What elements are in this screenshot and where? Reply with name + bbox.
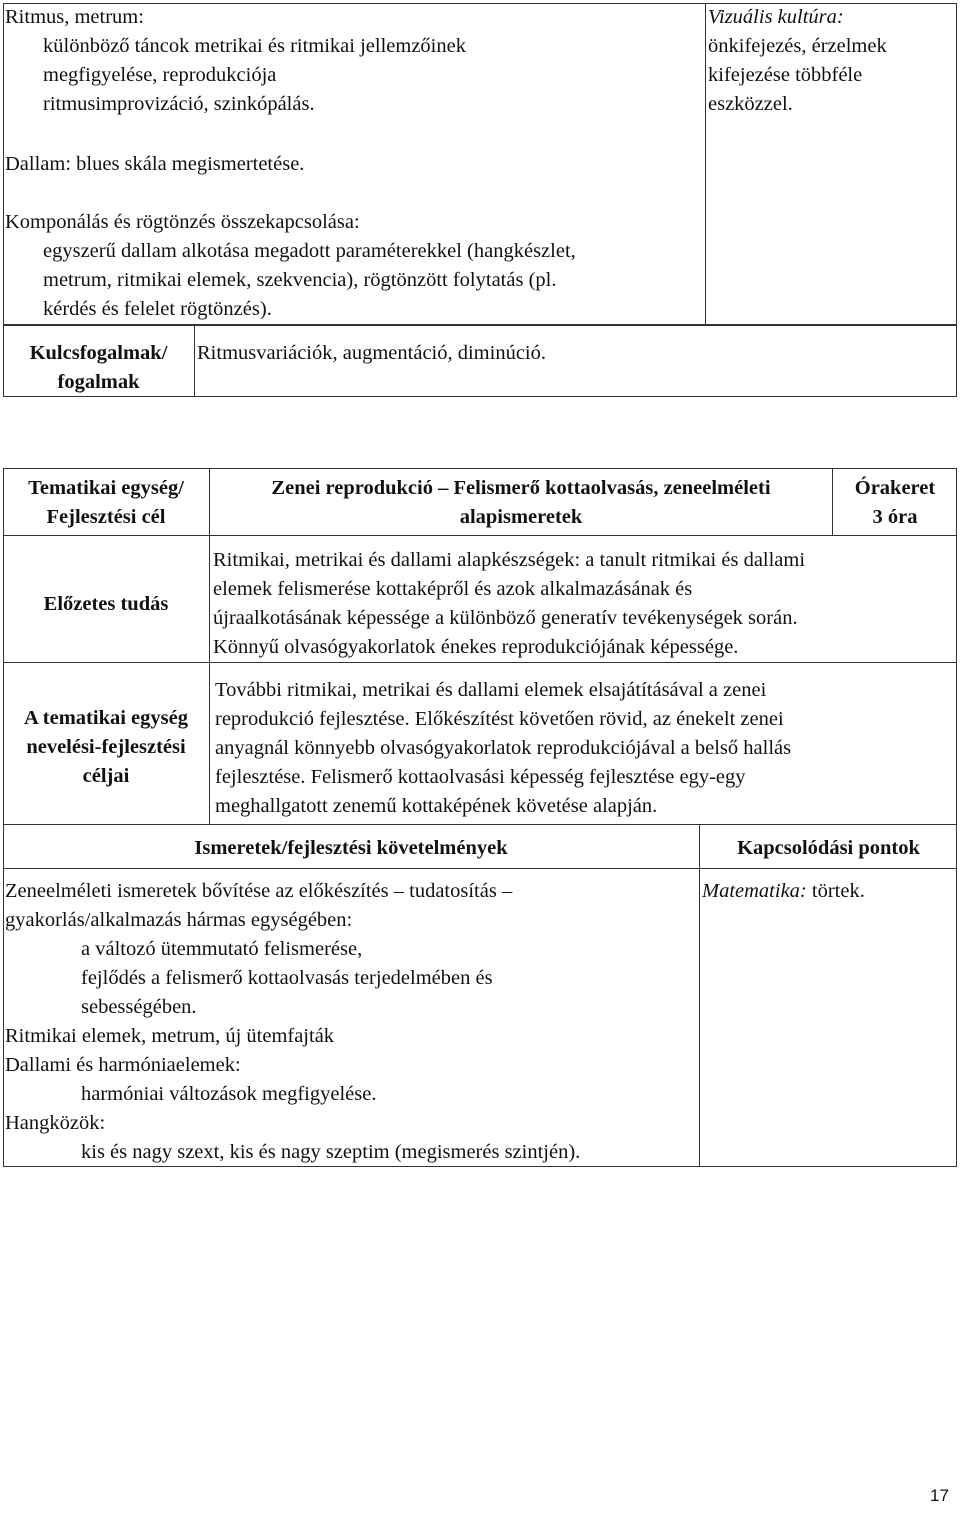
kulcsfogalmak-label: [3, 339, 194, 397]
elozetes-line-1: Ritmikai, metrikai és dallami alapkészségek: a tanult ritmikai és dallami: [213, 549, 806, 571]
vizualis-line-3: eszközzel.: [708, 93, 793, 115]
dallam-line: Dallam: blues skála megismertetése.: [5, 153, 305, 175]
kulcsfogalmak-value: [197, 339, 952, 368]
matematika-label: Matematika:: [702, 880, 807, 902]
celjai-line-4: fejlesztése. Felismerő kottaolvasási képesség fejlesztése egy-egy: [215, 766, 746, 788]
vizualis-line-1: önkifejezés, érzelmek: [708, 35, 887, 57]
elozetes-content: [213, 546, 955, 662]
elozetes-label-text: Előzetes tudás: [43, 593, 169, 615]
kulcs-value-text: Ritmusvariációk, augmentáció, diminúció.: [197, 342, 546, 364]
content-line-8: harmóniai változások megfigyelése.: [81, 1083, 377, 1105]
elozetes-line-3: újraalkotásának képessége a különböző generatív tevékenységek során.: [213, 607, 798, 629]
komponalas-line-2: metrum, ritmikai elemek, szekvencia), rögtönzött folytatás (pl.: [43, 269, 557, 291]
content-line-2: gyakorlás/alkalmazás hármas egységében:: [5, 909, 353, 931]
table2-label-divider: [209, 535, 210, 824]
komponalas-line-3: kérdés és felelet rögtönzés).: [43, 298, 272, 320]
orakeret-label: Órakeret: [854, 477, 936, 499]
col-header-kapcsolodasi: [700, 834, 957, 863]
celjai-line-3: anyagnál könnyebb olvasógyakorlatok reprodukciójával a belső hallás: [215, 737, 792, 759]
tematikai-line-2: Fejlesztési cél: [46, 506, 166, 528]
content-line-1: Zeneelméleti ismeretek bővítése az előkészítés – tudatosítás –: [5, 880, 513, 902]
vizualis-label: Vizuális kultúra:: [708, 6, 844, 28]
table2-colheader-rule: [3, 868, 957, 869]
celjai-label-line-2: nevelési-fejlesztési: [26, 736, 186, 758]
content-line-4: fejlődés a felismerő kottaolvasás terjedelmében és: [81, 967, 493, 989]
tematikai-label: [3, 474, 209, 532]
table1-left-content: [5, 3, 703, 324]
orakeret: [833, 474, 957, 532]
table1-vertical-divider: [705, 3, 706, 325]
celjai-line-5: meghallgatott zenemű kottaképének követése alapján.: [215, 795, 658, 817]
elozetes-line-4: Könnyű olvasógyakorlatok énekes reprodukciójának képessége.: [213, 636, 739, 658]
elozetes-label: [3, 590, 209, 619]
unit-title-line-1: Zenei reprodukció – Felismerő kottaolvasás, zeneelméleti: [271, 477, 771, 499]
ismeretek-content: [5, 877, 697, 1167]
content-line-6: Ritmikai elemek, metrum, új ütemfajták: [5, 1025, 335, 1047]
content-line-7: Dallami és harmóniaelemek:: [5, 1054, 241, 1076]
celjai-line-1: További ritmikai, metrikai és dallami elemek elsajátításával a zenei: [215, 679, 767, 701]
ritmus-line-3: ritmusimprovizáció, szinkópálás.: [43, 93, 315, 115]
content-line-3: a változó ütemmutató felismerése,: [81, 938, 363, 960]
table1-right-content: [708, 3, 956, 119]
col-header-ismeretek: [3, 834, 699, 863]
komponalas-title: Komponálás és rögtönzés összekapcsolása:: [5, 211, 360, 233]
unit-title: [210, 474, 832, 532]
elozetes-line-2: elemek felismerése kottaképről és azok alkalmazásának és: [213, 578, 693, 600]
content-line-9: Hangközök:: [5, 1112, 106, 1134]
vizualis-line-2: kifejezése többféle: [708, 64, 863, 86]
ritmus-line-2: megfigyelése, reprodukciója: [43, 64, 277, 86]
komponalas-line-1: egyszerű dallam alkotása megadott paraméterekkel (hangkészlet,: [43, 240, 576, 262]
col-header-left-text: Ismeretek/fejlesztési követelmények: [194, 837, 508, 859]
ritmus-line-1: különböző táncok metrikai és ritmikai jellemzőinek: [43, 35, 466, 57]
celjai-label-line-1: A tematikai egység: [24, 707, 188, 729]
tematikai-line-1: Tematikai egység/: [28, 477, 184, 499]
kulcs-label-line-2: fogalmak: [57, 371, 140, 393]
orakeret-value: 3 óra: [872, 506, 918, 528]
content-line-5: sebességében.: [81, 996, 197, 1018]
kulcs-label-line-1: Kulcsfogalmak/: [29, 342, 168, 364]
page-number: 17: [930, 1486, 949, 1505]
unit-title-line-2: alapismeretek: [459, 506, 583, 528]
matematika-value: törtek.: [806, 880, 865, 902]
table2-header-rule: [3, 535, 957, 536]
celjai-content: [215, 676, 955, 821]
table1-kulcs-divider: [194, 325, 195, 397]
kapcsolodasi-content: [702, 877, 955, 906]
col-header-right-text: Kapcsolódási pontok: [737, 837, 920, 859]
celjai-line-2: reprodukció fejlesztése. Előkészítést követően rövid, az énekelt zenei: [215, 708, 784, 730]
table2-content-divider: [699, 824, 700, 1167]
table2-elozetes-rule: [3, 662, 957, 663]
table1-kulcs-rule: [3, 324, 957, 326]
celjai-label: [3, 704, 209, 791]
content-line-10: kis és nagy szext, kis és nagy szeptim (megismerés szintjén).: [81, 1141, 581, 1163]
table2-celjai-rule: [3, 824, 957, 825]
celjai-label-line-3: céljai: [82, 765, 130, 787]
ritmus-title: Ritmus, metrum:: [5, 6, 144, 28]
